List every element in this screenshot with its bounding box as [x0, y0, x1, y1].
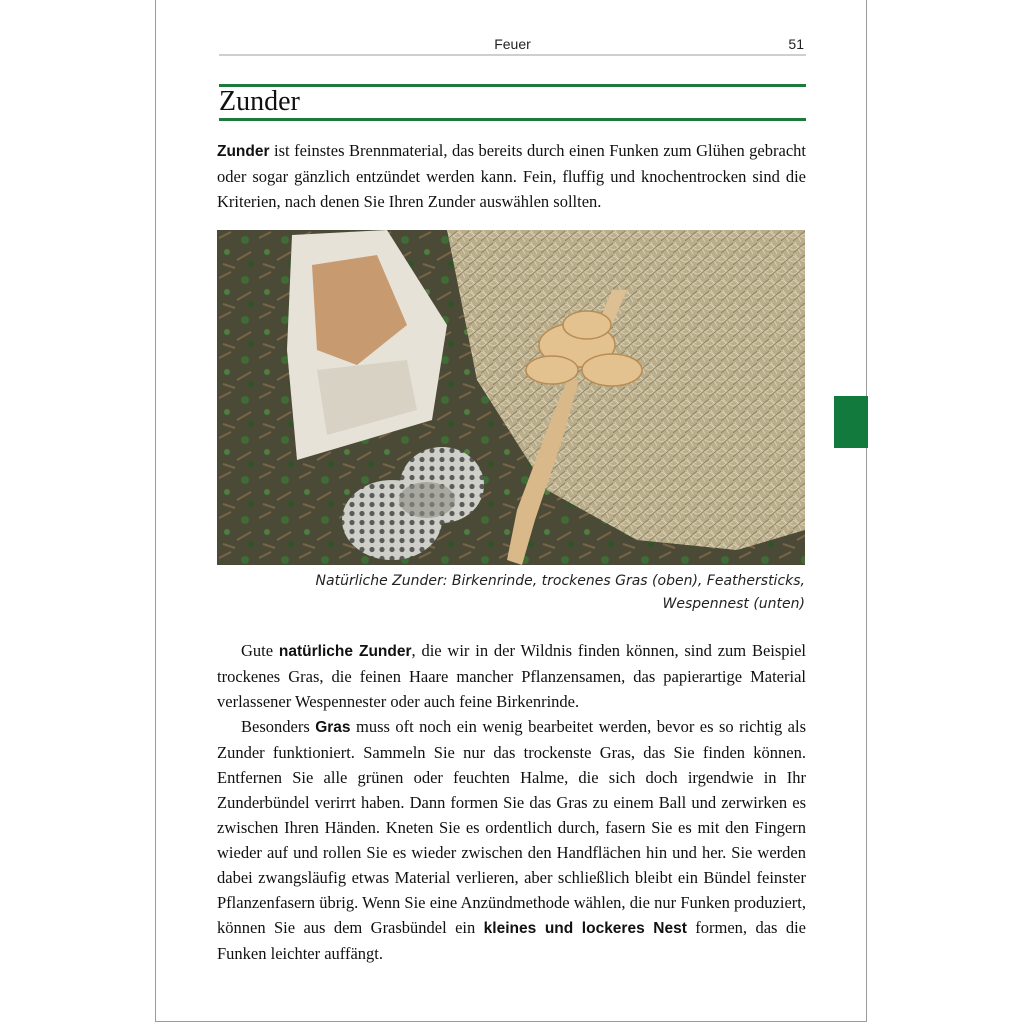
intro-text: ist feinstes Brennmaterial, das bereits durch einen Funken zum Glühen gebracht oder sogar gänzlich entzündet werden kann. Fein, fluffig und knochentrocken sind die Kriterien, nach denen Sie Ihren Zunder auswählen sollten.	[217, 141, 806, 211]
main-text	[217, 638, 806, 966]
paragraph-1: Gute natürliche Zunder, die wir in der Wildnis finden können, sind zum Beispiel trockenes Gras, die feinen Haare mancher Pflanzensamen, das papierartige Material verlassener Wespennester oder auch feine Birkenrinde.	[217, 641, 807, 711]
intro-term: Zunder	[217, 143, 270, 160]
caption-line-1: Natürliche Zunder: Birkenrinde, trockenes Gras (oben), Feathersticks,	[315, 573, 805, 589]
title-rule-top	[219, 84, 806, 87]
page-number: 51	[788, 36, 804, 52]
running-head-section: Feuer	[494, 36, 531, 52]
chapter-title: Zunder	[219, 86, 300, 117]
tinder-photo-illustration	[217, 230, 805, 565]
caption-line-2: Wespennest (unten)	[662, 596, 805, 612]
bold-term: natürliche Zunder	[278, 643, 412, 660]
chapter-thumb-tab	[834, 396, 868, 448]
intro-paragraph	[217, 138, 806, 214]
running-head	[219, 36, 806, 56]
paragraph-2: Besonders Gras muss oft noch ein wenig bearbeitet werden, bevor es so richtig als Zunder funktioniert. Sammeln Sie nur das trockenste Gras, das Sie finden können. Entfernen Sie alle grünen oder feuchten Halme, die sich doch irgendwie in Ihr Zunderbündel verirrt haben. Dann formen Sie das Gras zu einem Ball und zerwirken es zwischen Ihren Händen. Kneten Sie es ordentlich durch, fasern Sie es mit den Fingern wieder auf und rollen Sie es wieder zwischen den Handflächen hin und her. Sie werden dabei zwangsläufig etwas Material verlieren, aber schließlich bleibt ein Bündel feinster Pflanzenfasern übrig. Wenn Sie eine Anzündmethode wählen, die nur Funken produziert, können Sie aus dem Grasbündel ein kleines und lockeres Nest formen, das die Funken leichter auffängt.	[217, 717, 807, 963]
bold-term: Gras	[315, 719, 351, 736]
bold-term: kleines und lockeres Nest	[483, 920, 687, 937]
title-rule-bottom	[219, 118, 806, 121]
figure-caption	[217, 570, 805, 616]
tinder-photo	[217, 230, 805, 565]
